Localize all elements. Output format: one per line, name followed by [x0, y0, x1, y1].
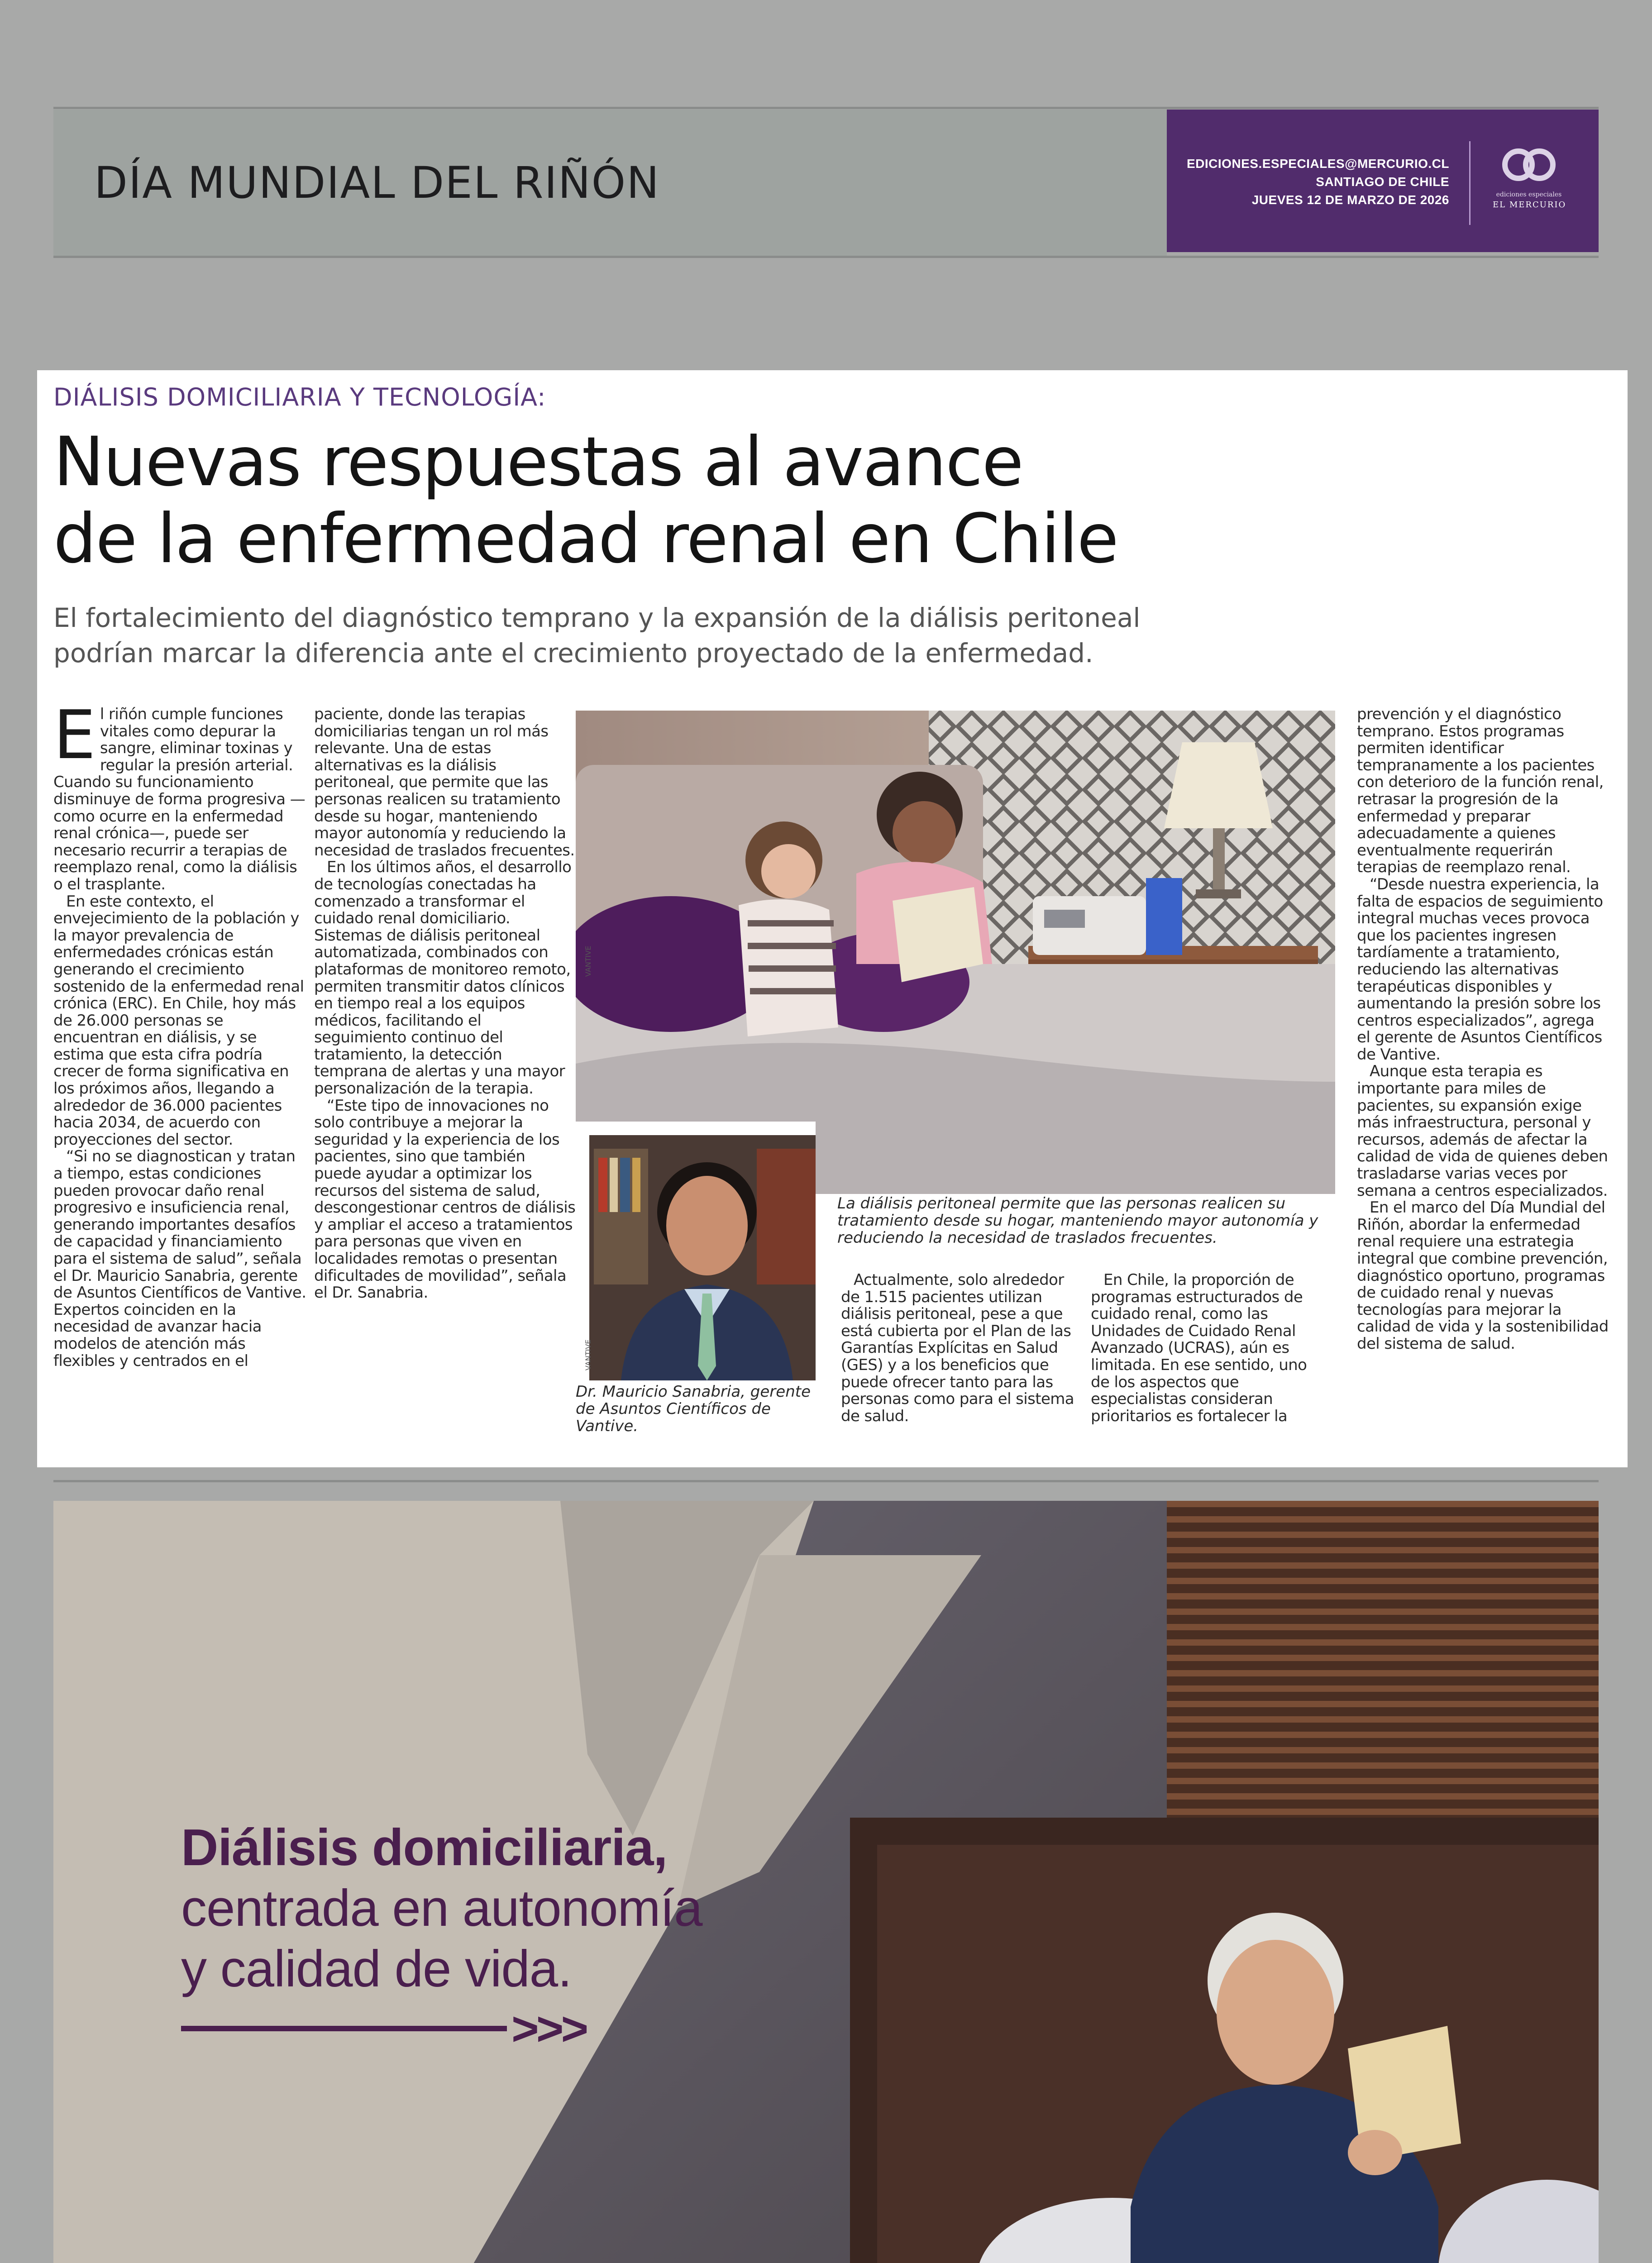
advertisement	[53, 1501, 1599, 2263]
article-column-4	[1091, 1272, 1326, 1425]
headline-line-1: Nuevas respuestas al avance	[53, 423, 1023, 501]
portrait-image	[576, 1122, 816, 1380]
publisher-meta	[1187, 155, 1449, 209]
paragraph: “Si no se diagnostican y tratan a tiempo, estas condiciones pueden provocar daño renal progresivo e insuficiencia renal, generando importantes desafíos de capacidad y financiamiento para el sistema de salud”, señala el Dr. Mauricio Sanabria, gerente de Asuntos Científicos de Vantive. Expertos coinciden en la necesidad de avanzar hacia modelos de atención más flexibles y centrados en el	[53, 1147, 306, 1370]
headline-line-2: de la enfermedad renal en Chile	[53, 500, 1118, 578]
logo-tagline: ediciones especiales	[1496, 191, 1562, 198]
article-kicker: DIÁLISIS DOMICILIARIA Y TECNOLOGÍA:	[53, 383, 546, 411]
arrows-icon: >>>	[511, 2003, 586, 2055]
paragraph: “Desde nuestra experiencia, la falta de espacios de seguimiento integral muchas veces provoca que los pacientes ingresen tardíamente a tratamiento, reduciendo las alternativas terapéuticas disponibles y aumentando la presión sobre los centros especializados”, agrega el gerente de Asuntos Científicos de Vantive.	[1357, 875, 1603, 1064]
portrait-credit: VANTIVE	[584, 1339, 592, 1370]
ad-headline	[181, 1818, 702, 2000]
article-column-2	[314, 706, 577, 1302]
paragraph: En este contexto, el envejecimiento de la población y la mayor prevalencia de enfermedades crónicas están generando el crecimiento sostenido de la enfermedad renal crónica (ERC). En Chile, hoy más de 26.000 personas se encuentran en diálisis, y se estima que esta cifra podría crecer de forma significativa en los próximos años, llegando a alrededor de 36.000 pacientes hacia 2034, de acuerdo con proyecciones del sector.	[53, 892, 304, 1149]
section-title: DÍA MUNDIAL DEL RIÑÓN	[94, 157, 660, 208]
arrow-line	[181, 2026, 507, 2031]
paragraph: Aunque esta terapia es importante para miles de pacientes, su expansión exige más infraestructura, personal y recursos, además de afectar la calidad de vida de quienes deben trasladarse varias veces por semana a centros especializados.	[1357, 1062, 1608, 1200]
main-photo-caption: La diálisis peritoneal permite que las personas realicen su tratamiento desde su hogar, manteniendo mayor autonomía y reduciendo la necesidad de traslados frecuentes.	[837, 1194, 1318, 1247]
logo-icon	[1502, 148, 1556, 183]
paragraph: Actualmente, solo alrededor de 1.515 pacientes utilizan diálisis peritoneal, pese a que está cubierta por el Plan de las Garantías Explícitas en Salud (GES) y a los beneficios que puede ofrecer tanto para las personas como para el sistema de salud.	[841, 1271, 1074, 1425]
article-column-1	[53, 696, 307, 1370]
portrait-caption: Dr. Mauricio Sanabria, gerente de Asuntos Científicos de Vantive.	[576, 1383, 811, 1435]
publisher-email[interactable]: EDICIONES.ESPECIALES@MERCURIO.CL	[1186, 157, 1449, 171]
publisher-city: SANTIAGO DE CHILE	[1316, 175, 1449, 189]
section-header	[53, 110, 1167, 256]
el-mercurio-logo	[1493, 148, 1565, 225]
header-bottom-rule	[53, 256, 1599, 258]
paragraph: En los últimos años, el desarrollo de tecnologías conectadas ha comenzado a transformar el cuidado renal domiciliario. Sistemas de diálisis peritoneal automatizada, combinados con plataformas de monitoreo remoto, permiten transmitir datos clínicos en tiempo real a los equipos médicos, facilitando el seguimiento continuo del tratamiento, la detección temprana de alertas y una mayor personalización de la terapia.	[314, 858, 572, 1098]
paragraph: l riñón cumple funciones vitales como depurar la sangre, eliminar toxinas y regular la presión arterial. Cuando su funcionamiento disminuye de forma progresiva —como ocurre en la enfermedad renal crónica—, puede ser necesario recurrir a terapias de reemplazo renal, como la diálisis o el trasplante.	[53, 705, 306, 893]
ad-arrow	[181, 2003, 616, 2055]
photo-credit: VANTIVE	[584, 945, 592, 977]
article-column-3	[841, 1272, 1085, 1425]
paragraph: “Este tipo de innovaciones no solo contribuye a mejorar la seguridad y la experiencia de los pacientes, sino que también puede ayudar a optimizar los recursos del sistema de salud, descongestionar centros de diálisis y ampliar el acceso a tratamientos para personas que viven en localidades remotas o presentan dificultades de movilidad”, señala el Dr. Sanabria.	[314, 1096, 576, 1302]
article-deck: El fortalecimiento del diagnóstico temprano y la expansión de la diálisis peritoneal podrían marcar la diferencia ante el crecimiento proyectado de la enfermedad.	[53, 602, 1141, 668]
logo-name: EL MERCURIO	[1493, 200, 1566, 210]
ad-headline-bold: Diálisis domiciliaria,	[181, 1819, 668, 1876]
article-bottom-rule	[53, 1480, 1599, 1482]
paragraph: En Chile, la proporción de programas estructurados de cuidado renal, como las Unidades de Cuidado Renal Avanzado (UCRAS), aún es limitada. En ese sentido, uno de los aspectos que especialistas consideran prioritarios es fortalecer la	[1091, 1271, 1307, 1425]
paragraph: En el marco del Día Mundial del Riñón, abordar la enfermedad renal requiere una estrategia integral que combine prevención, diagnóstico oportuno, programas de cuidado renal y nuevas tecnologías para mejorar la calidad de vida y la sostenibilidad del sistema de salud.	[1357, 1198, 1609, 1353]
publisher-box	[1167, 110, 1599, 252]
portrait-photo	[576, 1122, 816, 1380]
top-rule	[53, 107, 1599, 109]
article-column-5	[1357, 706, 1610, 1353]
article	[37, 370, 1628, 1467]
paragraph: paciente, donde las terapias domiciliarias tengan un rol más relevante. Una de estas alternativas es la diálisis peritoneal, que permite que las personas realicen su tratamiento desde su hogar, manteniendo mayor autonomía y reduciendo la necesidad de traslados frecuentes.	[314, 705, 575, 859]
article-headline	[53, 424, 1275, 578]
drop-cap: E	[53, 696, 95, 774]
paragraph: prevención y el diagnóstico temprano. Estos programas permiten identificar tempranamente a los pacientes con deterioro de la función renal, retrasar la progresión de la enfermedad y preparar adecuadamente a quienes eventualmente requerirán terapias de reemplazo renal.	[1357, 705, 1604, 877]
ad-headline-line-2: centrada en autonomía	[181, 1880, 702, 1937]
publication-date: JUEVES 12 DE MARZO DE 2026	[1251, 193, 1449, 207]
ad-headline-line-3: y calidad de vida.	[181, 1940, 572, 1998]
header-divider	[1469, 141, 1471, 225]
